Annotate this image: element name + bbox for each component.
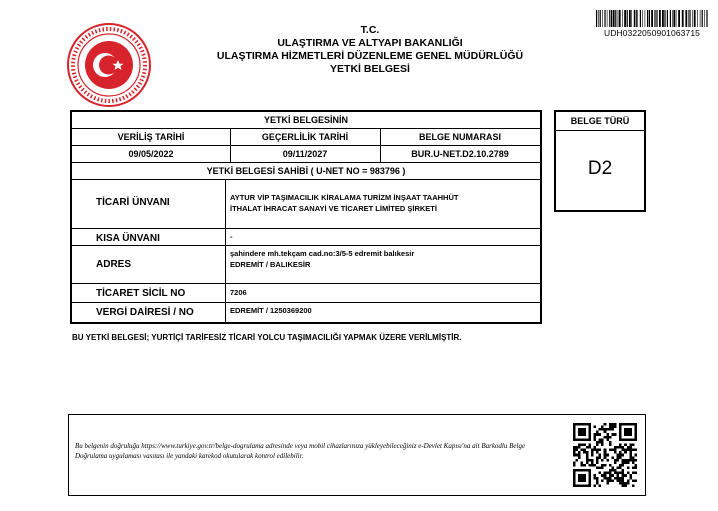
ministry-seal-logo [66,22,152,108]
issue-date-value: 09/05/2022 [128,149,174,159]
doc-number-value: BUR.U-NET.D2.10.2789 [411,149,509,159]
trade-name-value-line2: İTHALAT İHRACAT SANAYİ VE TİCARET LİMİTED ŞİRKETİ [230,204,437,213]
owner-title: YETKİ BELGESİ SAHİBİ ( U-NET NO = 983796 ) [206,166,406,176]
verification-footer [68,414,646,496]
verification-text: Bu belgenin doğruluğu https://www.turkiye.gov.tr/belge-dogrulama adresinde veya mobil cihazlarınıza yükleyebileceğiniz e-Devlet Kapısı'na ait Barkodlu Belge Doğrulama uygulaması vasıtası ile yandaki karekod okutularak kontrol edilebilir. [75,442,526,460]
document-type-value: D2 [587,158,613,179]
tax-office-value: EDREMİT / 1250369200 [230,306,312,315]
doc-number-header: BELGE NUMARASI [418,132,501,142]
qr-code-image [573,423,637,487]
tax-office-label: VERGİ DAİRESİ / NO [96,307,194,318]
address-value-line1: şahindere mh.tekçam cad.no:3/5-5 edremit balıkesir [230,249,415,258]
trade-registry-label: TİCARET SİCİL NO [96,288,186,299]
document-type-title: BELGE TÜRÜ [570,116,630,126]
header-directorate: ULAŞTIRMA HİZMETLERİ DÜZENLEME GENEL MÜDÜRLÜĞÜ [216,50,524,62]
validity-date-value: 09/11/2027 [282,149,328,159]
address-value-line2: EDREMİT / BALIKESİR [230,260,311,269]
short-name-value: - [230,232,233,241]
trade-name-value-line1: AYTUR VİP TAŞIMACILIK KİRALAMA TURİZM İNŞAAT TAAHHÜT [230,193,459,202]
certificate-purpose-note: BU YETKİ BELGESİ; YURTİÇİ TARİFESİZ TİCARİ YOLCU TAŞIMACILIĞI YAPMAK ÜZERE VERİLMİŞTİR. [72,333,462,342]
header-tc: T.C. [360,24,380,36]
header-document-title: YETKİ BELGESİ [330,63,410,75]
document-type-box [554,110,646,212]
header-ministry: ULAŞTIRMA VE ALTYAPI BAKANLIĞI [277,37,463,49]
address-label: ADRES [96,259,132,270]
certificate-title: YETKİ BELGESİNİN [263,115,348,125]
barcode-number: UDH0322050901063715 [604,28,700,38]
barcode-image [596,10,708,27]
short-name-label: KISA ÜNVANI [96,233,160,244]
trade-registry-value: 7206 [230,288,247,297]
certificate-table [70,110,542,324]
trade-name-label: TİCARİ ÜNVANI [96,197,170,208]
validity-date-header: GEÇERLİLİK TARİHİ [261,132,349,142]
issue-date-header: VERİLİŞ TARİHİ [117,132,185,142]
